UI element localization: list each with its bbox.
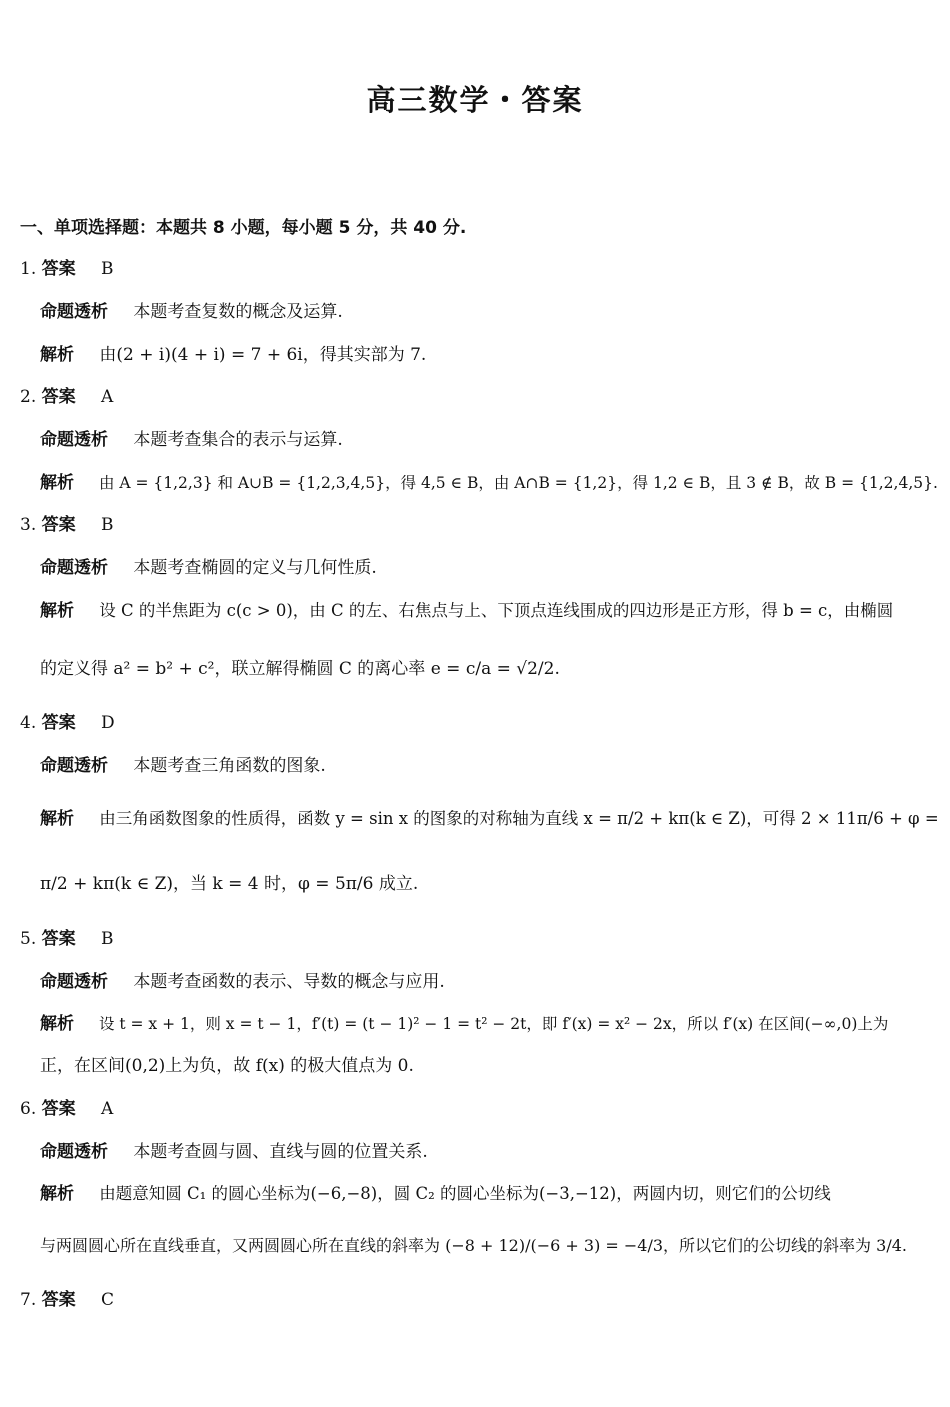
q2-answer-line xyxy=(20,384,113,410)
q5-focus: 本题考查函数的表示、导数的概念与应用. xyxy=(133,972,445,992)
q1-number: 1. xyxy=(20,259,37,279)
answer-label: 答案 xyxy=(41,1099,76,1119)
analysis-label: 解析 xyxy=(40,1184,74,1204)
focus-label: 命题透析 xyxy=(40,302,108,322)
q4-focus: 本题考查三角函数的图象. xyxy=(133,756,326,776)
q5-analysis-1: 设 t = x + 1，则 x = t − 1，f′(t) = (t − 1)² − 1 = t² − 2t，即 f′(x) = x² − 2x，所以 f′(x) 在区间(−∞,0)上为 xyxy=(98,1015,889,1033)
q5-answer: B xyxy=(101,929,114,949)
q1-focus-line xyxy=(40,299,343,325)
focus-label: 命题透析 xyxy=(40,1142,108,1162)
answer-label: 答案 xyxy=(41,259,76,279)
q5-answer-line xyxy=(20,926,114,952)
q5-focus-line xyxy=(40,969,445,995)
q1-analysis-line xyxy=(40,342,426,368)
q2-focus-line xyxy=(40,427,343,453)
focus-label: 命题透析 xyxy=(40,558,108,578)
q7-number: 7. xyxy=(20,1290,37,1310)
focus-label: 命题透析 xyxy=(40,756,108,776)
q3-analysis-line-2: 的定义得 a² = b² + c²，联立解得椭圆 C 的离心率 e = c/a = √2/2. xyxy=(40,659,560,679)
answer-label: 答案 xyxy=(41,515,76,535)
q3-answer: B xyxy=(101,515,114,535)
analysis-label: 解析 xyxy=(40,809,74,829)
q4-analysis-line-1 xyxy=(40,806,939,832)
q4-answer: D xyxy=(101,713,115,733)
q4-answer-line xyxy=(20,710,115,736)
q3-analysis-1: 设 C 的半焦距为 c(c > 0)，由 C 的左、右焦点与上、下顶点连线围成的四边形是正方形，得 b = c，由椭圆 xyxy=(99,601,894,620)
analysis-label: 解析 xyxy=(40,473,74,493)
q5-analysis-line-1 xyxy=(40,1011,888,1037)
q3-analysis-line-1 xyxy=(40,598,893,624)
q5-analysis-line-2: 正，在区间(0,2)上为负，故 f(x) 的极大值点为 0. xyxy=(40,1056,414,1076)
q6-analysis-1: 由题意知圆 C₁ 的圆心坐标为(−6,−8)，圆 C₂ 的圆心坐标为(−3,−12)，两圆内切，则它们的公切线 xyxy=(99,1184,831,1203)
q6-focus: 本题考查圆与圆、直线与圆的位置关系. xyxy=(133,1142,428,1162)
page-title: 高三数学・答案 xyxy=(366,83,584,117)
focus-label: 命题透析 xyxy=(40,430,108,450)
answer-label: 答案 xyxy=(41,387,76,407)
q2-analysis: 由 A = {1,2,3} 和 A∪B = {1,2,3,4,5}，得 4,5 ∈ B，由 A∩B = {1,2}，得 1,2 ∈ B，且 3 ∉ B，故 B = {1,2,4,5}. xyxy=(98,474,938,492)
q3-focus: 本题考查椭圆的定义与几何性质. xyxy=(133,558,377,578)
q2-number: 2. xyxy=(20,387,37,407)
q1-focus: 本题考查复数的概念及运算. xyxy=(133,302,343,322)
q6-focus-line xyxy=(40,1139,428,1165)
q6-answer-line xyxy=(20,1096,113,1122)
q1-analysis: 由(2 + i)(4 + i) = 7 + 6i，得其实部为 7. xyxy=(99,345,427,365)
q2-analysis-line xyxy=(40,470,938,496)
q4-analysis-line-2: π/2 + kπ(k ∈ Z)，当 k = 4 时，φ = 5π/6 成立. xyxy=(40,874,419,894)
q7-answer: C xyxy=(101,1290,115,1310)
q1-answer-line xyxy=(20,256,114,282)
q5-number: 5. xyxy=(20,929,37,949)
q3-number: 3. xyxy=(20,515,37,535)
section-heading: 一、单项选择题：本题共 8 小题，每小题 5 分，共 40 分. xyxy=(20,218,467,238)
analysis-label: 解析 xyxy=(40,1014,74,1034)
q3-answer-line xyxy=(20,512,114,538)
q6-analysis-line-1 xyxy=(40,1181,831,1207)
analysis-label: 解析 xyxy=(40,601,74,621)
answer-label: 答案 xyxy=(41,929,76,949)
q4-focus-line xyxy=(40,753,326,779)
q7-answer-line xyxy=(20,1287,114,1313)
answer-label: 答案 xyxy=(41,1290,76,1310)
q6-number: 6. xyxy=(20,1099,37,1119)
q6-analysis-line-2: 与两圆圆心所在直线垂直，又两圆圆心所在直线的斜率为 (−8 + 12)/(−6 + 3) = −4/3，所以它们的公切线的斜率为 3/4. xyxy=(40,1236,907,1255)
q2-answer: A xyxy=(101,387,114,407)
q2-focus: 本题考查集合的表示与运算. xyxy=(133,430,343,450)
q6-answer: A xyxy=(101,1099,114,1119)
focus-label: 命题透析 xyxy=(40,972,108,992)
q1-answer: B xyxy=(101,259,114,279)
analysis-label: 解析 xyxy=(40,345,74,365)
q4-analysis-1: 由三角函数图象的性质得，函数 y = sin x 的图象的对称轴为直线 x = π/2 + kπ(k ∈ Z)，可得 2 × 11π/6 + φ = xyxy=(99,809,939,828)
q3-focus-line xyxy=(40,555,377,581)
answer-label: 答案 xyxy=(41,713,76,733)
q4-number: 4. xyxy=(20,713,37,733)
